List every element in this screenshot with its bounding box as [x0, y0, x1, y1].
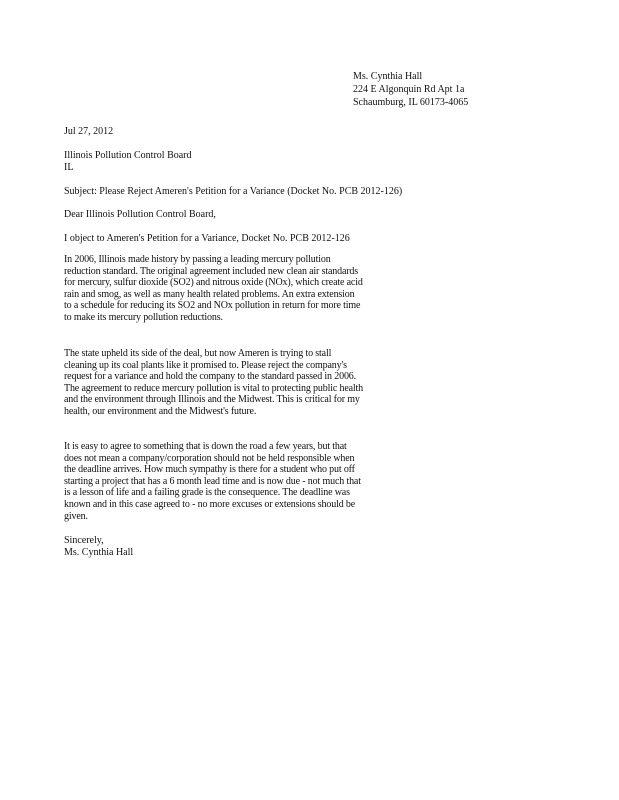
recipient-block	[64, 150, 192, 174]
valediction: Sincerely,	[64, 535, 104, 546]
sender-street: 224 E Algonquin Rd Apt 1a	[353, 84, 465, 95]
recipient-state: IL	[64, 162, 74, 173]
salutation: Dear Illinois Pollution Control Board,	[64, 209, 216, 220]
signature-name: Ms. Cynthia Hall	[64, 547, 134, 558]
sender-city: Schaumburg, IL 60173-4065	[353, 97, 469, 108]
paragraph-request: The state upheld its side of the deal, but now Ameren is trying to stall cleaning up its coal plants like it promised to. Please reject the company's request for a variance and hold the company to the standard passed in 2006. The agreement to reduce mercury pollution is vital to protecting public health and the environment through Illinois and the Midwest. This is critical for my health, our environment and the Midwest's future.	[64, 348, 364, 417]
letter-date: Jul 27, 2012	[64, 126, 114, 137]
paragraph-responsibility: It is easy to agree to something that is down the road a few years, but that does not mean a company/corporation should not be held responsible when the deadline arrives. How much sympathy is there for a student who put off starting a project that has a 6 month lead time and is now due - not much that is a lesson of life and a failing grade is the consequence. The deadline was known and in this case agreed to - no more excuses or extensions should be given.	[64, 441, 361, 522]
objection-statement: I object to Ameren's Petition for a Variance, Docket No. PCB 2012-126	[64, 233, 350, 244]
closing-block	[64, 535, 133, 559]
paragraph-history: In 2006, Illinois made history by passing a leading mercury pollution reduction standard. The original agreement included new clean air standards for mercury, sulfur dioxide (SO2) and nitrous oxide (NOx), which create acid rain and smog, as well as many health related problems. An extra extension to a schedule for reducing its SO2 and NOx pollution in return for more time to make its mercury pollution reductions.	[64, 254, 363, 323]
subject-line: Subject: Please Reject Ameren's Petition for a Variance (Docket No. PCB 2012-126)	[64, 186, 403, 197]
sender-address-block	[353, 70, 468, 109]
recipient-name: Illinois Pollution Control Board	[64, 150, 192, 161]
sender-name: Ms. Cynthia Hall	[353, 71, 423, 82]
